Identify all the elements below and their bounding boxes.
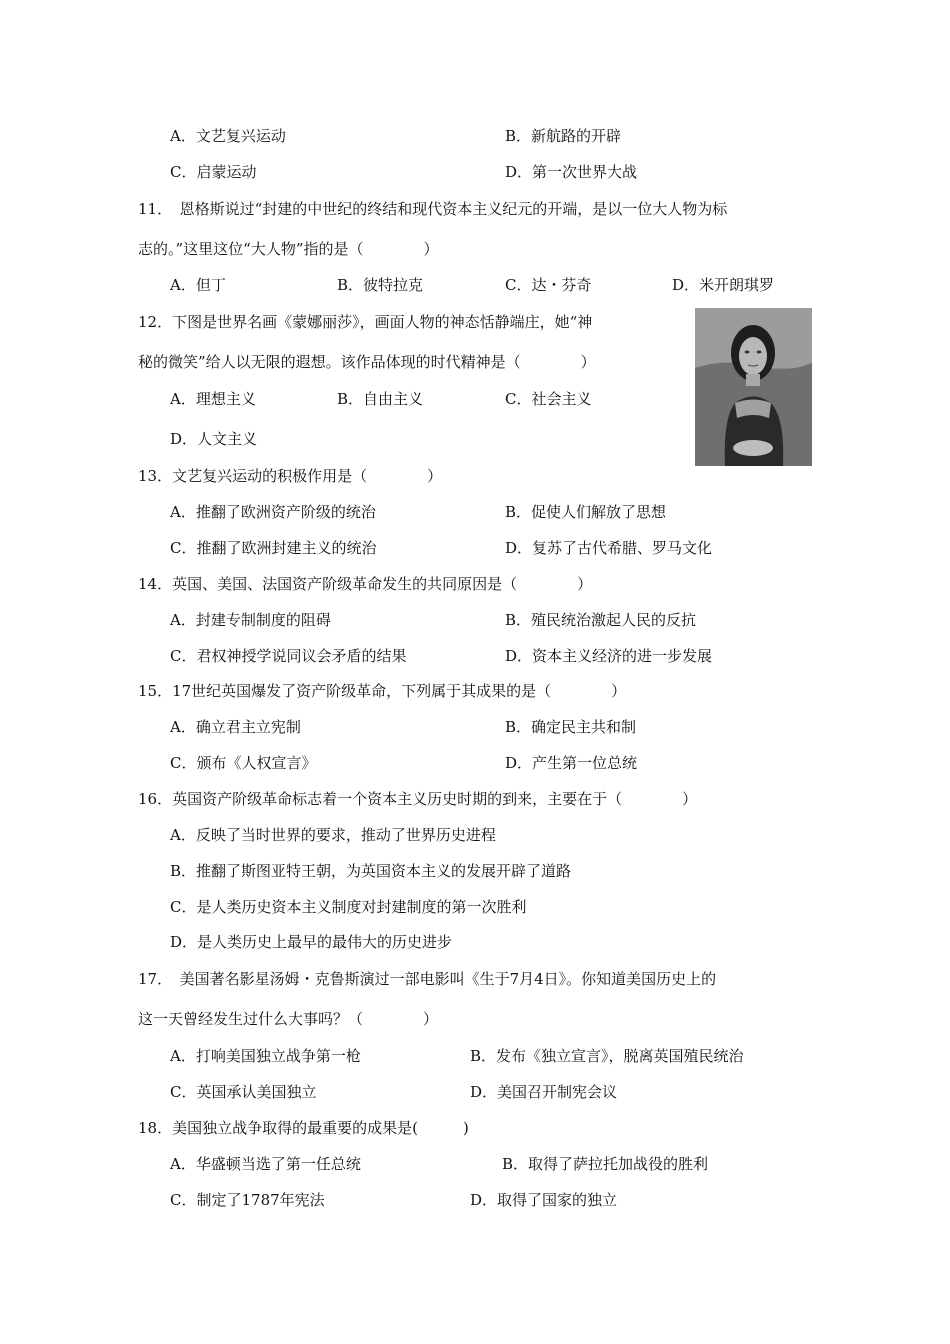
q14-option-d: D．资本主义经济的进一步发展 [505,647,713,665]
q11-option-a: A．但丁 [170,276,226,294]
q11-option-d: D．米开朗琪罗 [672,276,775,294]
q10-option-a: A．文艺复兴运动 [170,127,286,145]
q18-stem: 18．美国独立战争取得的最重要的成果是( ) [138,1119,469,1137]
q13-stem: 13．文艺复兴运动的积极作用是（ ） [138,467,443,485]
q11-stem-line2: 志的。”这里这位“大人物”指的是（ ） [138,240,439,258]
q17-option-a: A．打响美国独立战争第一枪 [170,1047,361,1065]
q16-option-d: D．是人类历史上最早的最伟大的历史进步 [170,933,453,951]
q16-option-a: A．反映了当时世界的要求，推动了世界历史进程 [170,826,496,844]
q13-option-d: D．复苏了古代希腊、罗马文化 [505,539,713,557]
q10-option-b: B．新航路的开辟 [505,127,622,145]
q18-option-a: A．华盛顿当选了第一任总统 [170,1155,361,1173]
q15-option-c: C．颁布《人权宣言》 [170,754,317,772]
q15-option-d: D．产生第一位总统 [505,754,638,772]
q14-option-c: C．君权神授学说同议会矛盾的结果 [170,647,407,665]
q17-stem-line1: 17． 美国著名影星汤姆・克鲁斯演过一部电影叫《生于7月4日》。你知道美国历史上的 [138,970,717,988]
q14-option-a: A．封建专制制度的阻碍 [170,611,331,629]
q14-option-b: B．殖民统治激起人民的反抗 [505,611,697,629]
q12-stem-line1: 12．下图是世界名画《蒙娜丽莎》，画面人物的神态恬静端庄，她“神 [138,313,593,331]
q13-option-a: A．推翻了欧洲资产阶级的统治 [170,503,376,521]
q15-stem: 15．17世纪英国爆发了资产阶级革命，下列属于其成果的是（ ） [138,682,627,700]
q13-option-c: C．推翻了欧洲封建主义的统治 [170,539,377,557]
q18-option-b: B．取得了萨拉托加战役的胜利 [502,1155,709,1173]
q15-option-a: A．确立君主立宪制 [170,718,301,736]
q17-option-b: B．发布《独立宣言》，脱离英国殖民统治 [470,1047,744,1065]
q10-option-d: D．第一次世界大战 [505,163,638,181]
q18-option-d: D．取得了国家的独立 [470,1191,618,1209]
q17-option-d: D．美国召开制宪会议 [470,1083,618,1101]
mona-lisa-image [695,308,812,466]
q12-stem-line2: 秘的微笑”给人以无限的遐想。该作品体现的时代精神是（ ） [138,353,596,371]
q14-stem: 14．英国、美国、法国资产阶级革命发生的共同原因是（ ） [138,575,593,593]
q17-stem-line2: 这一天曾经发生过什么大事吗？（ ） [138,1010,439,1028]
q16-option-c: C．是人类历史资本主义制度对封建制度的第一次胜利 [170,898,527,916]
q16-option-b: B．推翻了斯图亚特王朝，为英国资本主义的发展开辟了道路 [170,862,572,880]
q17-option-c: C．英国承认美国独立 [170,1083,317,1101]
q10-option-c: C．启蒙运动 [170,163,257,181]
q12-option-c: C．社会主义 [505,390,592,408]
q15-option-b: B．确定民主共和制 [505,718,637,736]
q12-option-d: D．人文主义 [170,430,258,448]
q11-option-b: B．彼特拉克 [337,276,424,294]
q12-option-a: A．理想主义 [170,390,256,408]
q12-option-b: B．自由主义 [337,390,424,408]
q18-option-c: C．制定了1787年宪法 [170,1191,325,1209]
q11-stem-line1: 11． 恩格斯说过“封建的中世纪的终结和现代资本主义纪元的开端，是以一位大人物为标 [138,200,728,218]
q11-option-c: C．达・芬奇 [505,276,592,294]
q16-stem: 16．英国资产阶级革命标志着一个资本主义历史时期的到来，主要在于（ ） [138,790,698,808]
q13-option-b: B．促使人们解放了思想 [505,503,667,521]
